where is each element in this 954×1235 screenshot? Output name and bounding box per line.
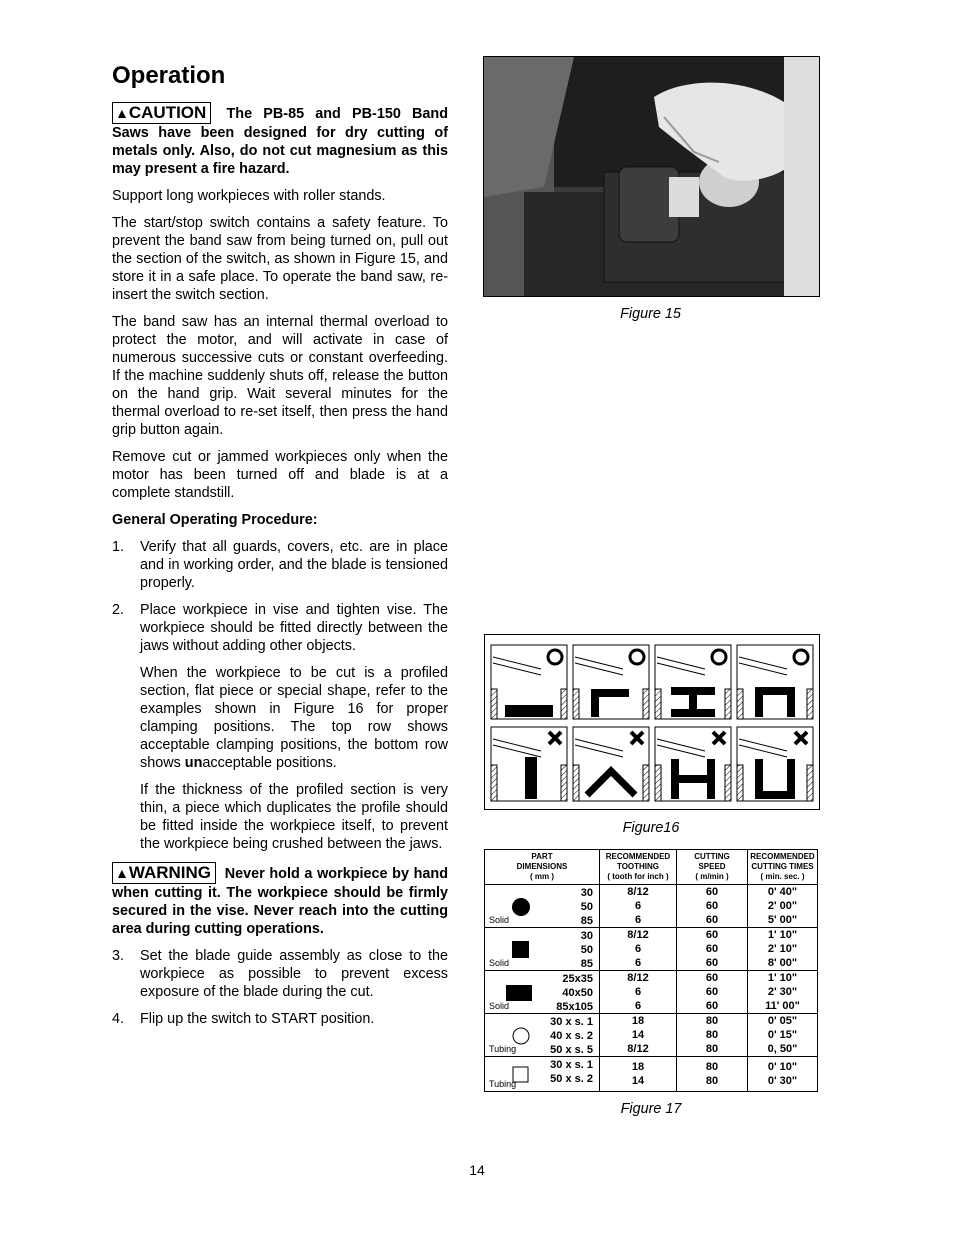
- part-cell: Solid 30 50 85: [485, 928, 600, 971]
- unacceptable-row: [491, 727, 813, 801]
- procedure-heading: General Operating Procedure:: [112, 512, 318, 528]
- figure-15-caption: Figure 15: [620, 306, 681, 322]
- tooth-cell: 8/12 6 6: [600, 971, 677, 1014]
- cutting-table: [484, 849, 818, 1092]
- profiled-after: acceptable positions.: [202, 755, 337, 771]
- times-cell: 1' 10" 2' 30" 11' 00": [748, 971, 818, 1014]
- tooth-cell: 8/12 6 6: [600, 928, 677, 971]
- profiled-bold: un: [184, 755, 203, 771]
- step-text: Verify that all guards, covers, etc. are in place and in working order, and the blade is tensioned properly.: [140, 539, 448, 591]
- thin-paragraph: If the thickness of the profiled section is very thin, a piece which duplicates the profile should be fitted inside the workpiece itself, to prevent the workpiece being crushed between the jaws.: [140, 782, 448, 852]
- figure-16-caption: Figure16: [622, 820, 680, 836]
- caution-label: CAUTION: [128, 103, 207, 122]
- page-number: 14: [469, 1162, 485, 1178]
- procedure-list: [112, 538, 448, 655]
- header-speed: CUTTING SPEED ( m/min ): [677, 850, 748, 885]
- remove-paragraph: Remove cut or jammed workpieces only when the motor has been turned off and blade is at a complete standstill.: [112, 449, 448, 501]
- warning-badge: [112, 862, 216, 884]
- warning-triangle-icon: ▲: [115, 105, 129, 121]
- switch-paragraph: The start/stop switch contains a safety feature. To prevent the band saw from being turned on, pull out the section of the switch, as shown in Figure 15, and store it in a safe place. To operate the band saw, re-insert the switch section.: [112, 215, 448, 303]
- part-cell: Solid 30 50 85: [485, 885, 600, 928]
- table-row: [485, 885, 818, 928]
- speed-cell: 80 80 80: [677, 1014, 748, 1057]
- step-number: 4.: [112, 1011, 125, 1027]
- header-toothing: RECOMMENDED TOOTHING ( tooth for inch ): [600, 850, 677, 885]
- figure-17-table: [484, 849, 818, 1092]
- part-cell: Solid 25x35 40x50 85x105: [485, 971, 600, 1014]
- step-text: Set the blade guide assembly as close to the workpiece as possible to prevent excess exposure of the blade during the cut.: [140, 948, 448, 1000]
- table-row: [485, 971, 818, 1014]
- solid-round-icon: [511, 897, 531, 917]
- tooth-cell: 8/12 6 6: [600, 885, 677, 928]
- tooth-cell: 18 14: [600, 1057, 677, 1092]
- list-item: [112, 947, 448, 1001]
- solid-square-icon: [511, 940, 531, 960]
- warning-label: WARNING: [128, 863, 212, 882]
- header-part: PART DIMENSIONS ( mm ): [485, 850, 600, 885]
- list-item: [112, 1010, 448, 1028]
- list-item: [112, 538, 448, 592]
- tooth-cell: 18 14 8/12: [600, 1014, 677, 1057]
- caution-text: The PB-85 and PB-150 Band Saws have been designed for dry cutting of metals only. Also, do not cut magnesium as this may present a fire hazard.: [112, 106, 448, 177]
- caution-badge: [112, 102, 211, 124]
- step-number: 3.: [112, 948, 125, 964]
- solid-rectangle-icon: [505, 983, 535, 1003]
- acceptable-row: [491, 645, 813, 719]
- switch-photo-illustration: [484, 57, 819, 296]
- caution-paragraph: [112, 102, 448, 178]
- step-number: 2.: [112, 602, 125, 618]
- speed-cell: 80 80: [677, 1057, 748, 1092]
- speed-cell: 60 60 60: [677, 928, 748, 971]
- warning-paragraph: [112, 862, 448, 938]
- speed-cell: 60 60 60: [677, 971, 748, 1014]
- left-column: [112, 62, 448, 1037]
- times-cell: 0' 05" 0' 15" 0, 50": [748, 1014, 818, 1057]
- part-cell: Tubing 30 x s. 1 40 x s. 2 50 x s. 5: [485, 1014, 600, 1057]
- profiled-text: When the workpiece to be cut is a profiled section, flat piece or special shape, refer to the examples shown in Figure 16 for proper clamping positions. The top row shows acceptable clamping positions, the bottom row shows: [140, 665, 448, 771]
- table-row: [485, 1057, 818, 1092]
- header-times: RECOMMENDED CUTTING TIMES ( min. sec. ): [748, 850, 818, 885]
- procedure-list-continued: [112, 947, 448, 1028]
- step-number: 1.: [112, 539, 125, 555]
- step-text: Place workpiece in vise and tighten vise. The workpiece should be fitted directly between the jaws without adding other objects.: [140, 602, 448, 654]
- figure-15-photo: [483, 56, 820, 297]
- warning-triangle-icon: ▲: [115, 865, 129, 881]
- figure-16-diagram: [484, 634, 820, 810]
- support-paragraph: Support long workpieces with roller stands.: [112, 188, 386, 204]
- profiled-paragraph: [112, 664, 448, 772]
- warning-text: Never hold a workpiece by hand when cutting it. The workpiece should be firmly secured in the vise. Never reach into the cutting area during cutting operations.: [112, 866, 449, 937]
- page-title: Operation: [112, 62, 226, 89]
- thermal-paragraph: The band saw has an internal thermal overload to protect the motor, and will activate in case of numerous successive cuts or constant overfeeding. If the machine suddenly shuts off, release the button on the hand grip. Wait several minutes for the thermal overload to re-set itself, then press the hand grip button again.: [112, 314, 448, 438]
- table-header-row: [485, 850, 818, 885]
- times-cell: 0' 10" 0' 30": [748, 1057, 818, 1092]
- clamping-positions-illustration: [485, 635, 819, 809]
- table-row: [485, 1014, 818, 1057]
- table-row: [485, 928, 818, 971]
- figure-17-caption: Figure 17: [620, 1101, 682, 1117]
- speed-cell: 60 60 60: [677, 885, 748, 928]
- tube-round-icon: [511, 1026, 531, 1046]
- step-text: Flip up the switch to START position.: [140, 1011, 375, 1027]
- list-item: [112, 601, 448, 655]
- times-cell: 0' 40" 2' 00" 5' 00": [748, 885, 818, 928]
- times-cell: 1' 10" 2' 10" 8' 00": [748, 928, 818, 971]
- part-cell: Tubing 30 x s. 1 50 x s. 2: [485, 1057, 600, 1092]
